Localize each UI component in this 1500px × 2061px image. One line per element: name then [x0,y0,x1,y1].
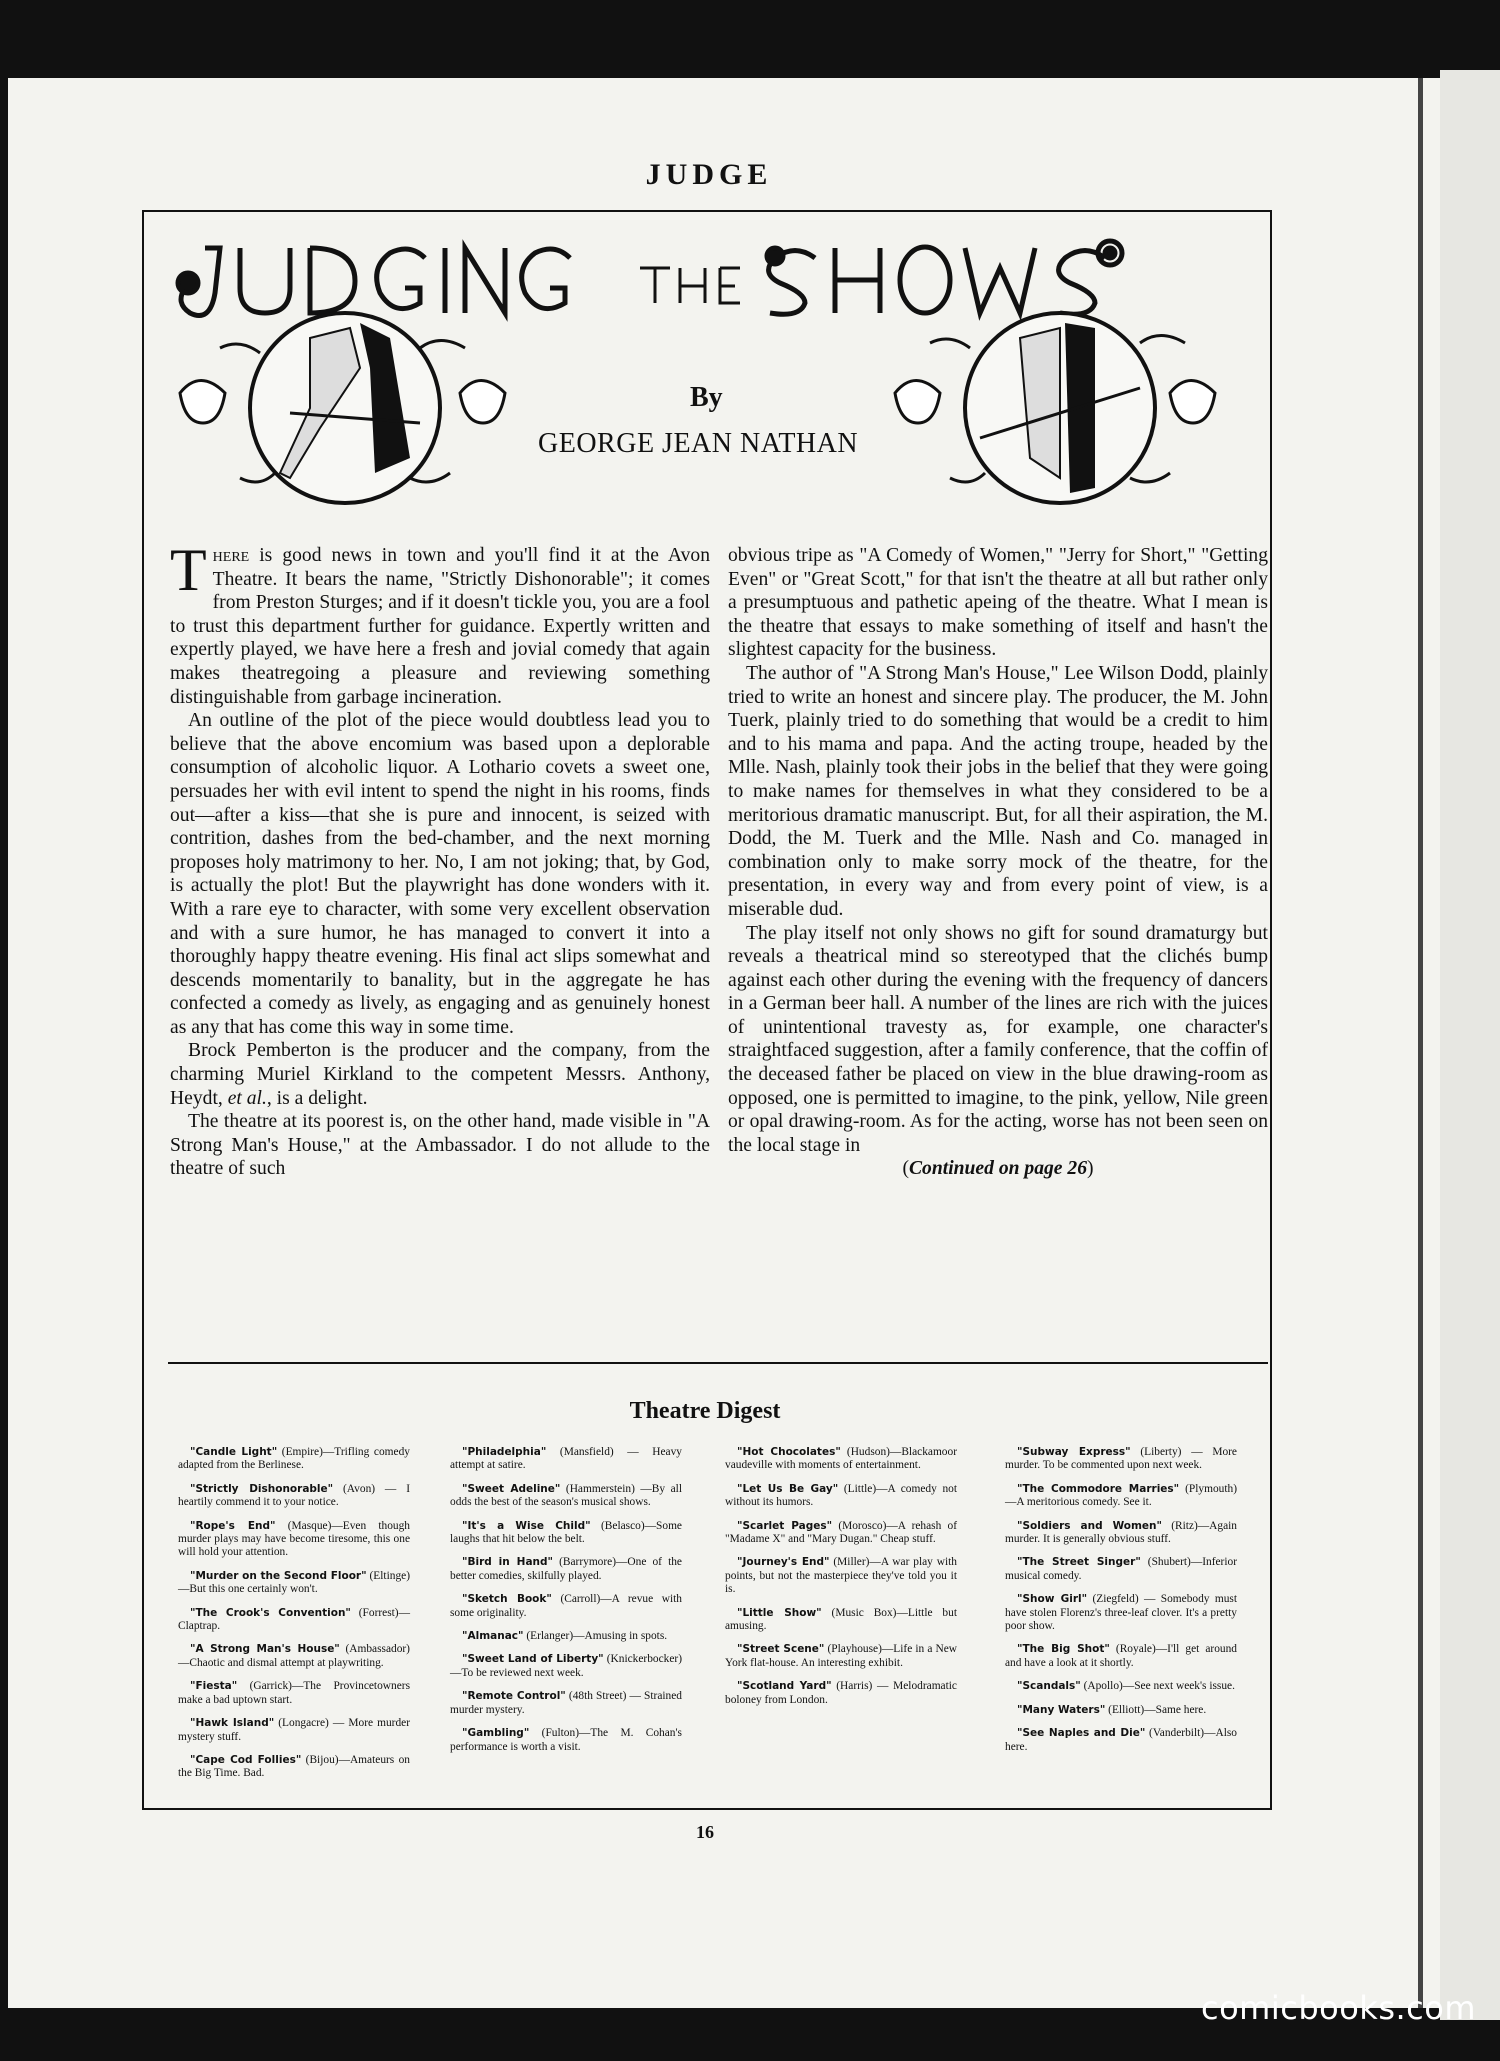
digest-entry [178,1607,410,1634]
show-title: "Little Show" [737,1606,822,1619]
show-title: "Let Us Be Gay" [737,1482,839,1495]
show-review: (Forrest)—Claptrap. [178,1606,410,1633]
digest-entry [725,1446,957,1473]
show-review: (Liberty) — More murder. To be commented upon next week. [1005,1446,1237,1472]
show-title: "Strictly Dishonorable" [190,1482,334,1495]
page-binding-edge [1418,78,1423,2008]
show-title: "Fiesta" [190,1680,238,1693]
byline-by: By [690,382,723,413]
show-review: (Eltinge)—But this one certainly won't. [178,1569,410,1596]
continued-note: (Continued on page 26) [902,1158,1094,1180]
digest-entry [450,1690,682,1717]
article-column-1 [170,537,710,1181]
digest-entry [450,1630,682,1643]
show-review: (Shubert)—Inferior musical comedy. [1005,1556,1237,1582]
drop-cap: T [170,537,207,603]
comedy-mask-right [895,381,940,424]
show-title: "Rope's End" [190,1519,276,1532]
show-title: "Hawk Island" [190,1717,275,1730]
digest-entry [1005,1483,1237,1510]
show-review: (Vanderbilt)—Also here. [1005,1727,1237,1753]
show-title: "Philadelphia" [462,1446,547,1458]
show-title: "Candle Light" [190,1446,278,1458]
digest-entry [178,1754,410,1781]
digest-entry [725,1607,957,1634]
digest-entry [725,1483,957,1510]
show-review: (Playhouse)—Life in a New York flat-house. An interesting exhibit. [725,1643,958,1669]
paragraph: The author of "A Strong Man's House," Lee Wilson Dodd, plainly tried to write an honest and sincere play. The producer, the M. John Tuerk, plainly tried to do something that would be a credit to him and to his mama and papa. And the acting troupe, headed by the Mlle. Nash, plainly took their jobs in the belief that they were going to make names for themselves in what they considered to be a meritorious dramatic manuscript. But, for all their aspiration, the M. Dodd, the M. Tuerk and the Mlle. Nash and Co. managed in combination only to make sorry mock of the theatre, for the presentation, in every way and from every point of view, is a miserable dud. [728,662,1268,920]
digest-entry [178,1446,410,1473]
digest-entry [178,1680,410,1707]
show-title: "Subway Express" [1017,1446,1131,1458]
show-title: "Many Waters" [1017,1703,1106,1716]
digest-entry [178,1483,410,1510]
digest-entry [450,1556,682,1583]
digest-entry [450,1593,682,1620]
show-review: (Carroll)—A revue with some originality. [450,1593,682,1619]
digest-entry [1005,1556,1237,1583]
show-title: "Scandals" [1017,1680,1081,1693]
digest-column [1005,1446,1237,1764]
show-review: (Royale)—I'll get around and have a look at it shortly. [1005,1643,1237,1669]
digest-entry [1005,1593,1237,1633]
paragraph: There is good news in town and you'll find it at the Avon Theatre. It bears the name, "Strictly Dishonorable"; it comes from Preston Sturges; and if it doesn't tickle you, you are a fool to trust this department further for guidance. Expertly written and expertly played, we have here a fresh and jovial comedy that again makes theatregoing a pleasure and reviewing something distinguishable from garbage incineration. [170,537,710,708]
show-title: "Scotland Yard" [737,1680,832,1693]
page-number: 16 [696,1822,714,1842]
paragraph: The theatre at its poorest is, on the other hand, made visible in "A Strong Man's House," at the Ambassador. I do not allude to the theatre of such [170,1111,710,1180]
digest-column [178,1446,410,1791]
show-review: (Ziegfeld) — Somebody must have stolen Florenz's three-leaf clover. It's a pretty poor show. [1005,1593,1237,1633]
paragraph: An outline of the plot of the piece would doubtless lead you to believe that the above encomium was based upon a deplorable consumption of alcoholic liquor. A Lothario covets a sweet one, persuades her with evil intent to spend the night in his rooms, finds out—after a kiss—that she is pure and innocent, is seized with contrition, dashes from the bed-chamber, and the next morning proposes holy matrimony to her. No, I am not joking; that, by God, is actually the plot! But the playwright has done wonders with it. With a rare eye to character, with some very excellent observation and with a sure humor, he has managed to convert it into a thoroughly happy theatre evening. His final act slips somewhat and descends momentarily to banality, but in the aggregate he has confected a comedy as lively, as engaging and as genuinely honest as any that has come this way in some time. [170,710,710,1038]
show-review: (Ritz)—Again murder. It is generally obvious stuff. [1005,1519,1237,1546]
show-title: "Hot Chocolates" [737,1446,841,1458]
show-title: "The Crook's Convention" [190,1606,351,1619]
digest-entry [725,1643,957,1670]
show-review: (Miller)—A war play with points, but not the masterpiece they've told you it is. [725,1556,957,1596]
digest-entry [450,1727,682,1754]
show-review: (Fulton)—The M. Cohan's performance is worth a visit. [450,1727,682,1753]
digest-entry [725,1556,957,1596]
digest-entry [1005,1520,1237,1547]
show-title: "Sweet Land of Liberty" [462,1653,604,1666]
show-review: (Ambassador)—Chaotic and dismal attempt at playwriting. [178,1643,410,1669]
show-title: "Bird in Hand" [462,1556,553,1569]
show-review: (Bijou)—Amateurs on the Big Time. Bad. [178,1753,410,1780]
comedy-mask [180,381,225,424]
show-title: "Scarlet Pages" [737,1519,833,1532]
left-vignette [180,313,505,503]
digest-entry [450,1520,682,1547]
show-title: "Remote Control" [462,1690,566,1703]
show-review: (Little)—A comedy not without its humors. [725,1482,957,1509]
digest-entry [450,1446,682,1473]
show-review: (Masque)—Even though murder plays may have become tiresome, this one will hold your attention. [178,1519,410,1559]
show-title: "Murder on the Second Floor" [190,1569,367,1582]
digest-column [450,1446,682,1764]
show-review: (Plymouth)—A meritorious comedy. See it. [1005,1482,1237,1509]
digest-entry [725,1680,957,1707]
show-review: (Barrymore)—One of the better comedies, skilfully played. [450,1556,682,1582]
digest-entry [1005,1727,1237,1754]
show-title: "Journey's End" [737,1556,830,1569]
show-title: "Soldiers and Women" [1017,1519,1163,1532]
digest-column [725,1446,957,1717]
digest-entry [1005,1680,1237,1693]
show-title: "Cape Cod Follies" [190,1753,302,1766]
show-review: (Apollo)—See next week's issue. [1080,1680,1235,1693]
show-review: (Music Box)—Little but amusing. [725,1606,957,1633]
show-title: "Show Girl" [1017,1593,1088,1606]
digest-entry [1005,1643,1237,1670]
tragedy-mask [460,381,505,424]
show-review: (Hammerstein) —By all odds the best of the season's musical shows. [450,1482,682,1509]
digest-entry [1005,1704,1237,1717]
show-title: "Almanac" [462,1630,524,1643]
show-title: "The Commodore Marries" [1017,1482,1180,1495]
digest-entry [178,1717,410,1744]
digest-entry [725,1520,957,1547]
section-divider [168,1362,1268,1364]
facing-page-edge [1440,70,1500,2020]
digest-entry [178,1570,410,1597]
digest-title: Theatre Digest [629,1398,781,1424]
digest-entry [450,1653,682,1680]
digest-entry [178,1520,410,1560]
show-review: (Harris) — Melodramatic boloney from London. [725,1680,957,1706]
digest-entry [178,1643,410,1670]
show-review: (Mansfield) — Heavy attempt at satire. [450,1446,682,1472]
article-column-2 [728,544,1268,1181]
show-title: "Gambling" [462,1727,530,1740]
show-title: "It's a Wise Child" [462,1519,591,1532]
show-review: (Empire)—Trifling comedy adapted from the Berlinese. [178,1446,410,1472]
show-review: (Hudson)—Blackamoor vaudeville with moments of entertainment. [725,1446,957,1472]
title-lettering [178,241,1122,316]
show-review: (Belasco)—Some laughs that hit below the belt. [450,1519,682,1546]
show-review: (Garrick)—The Provincetowners make a bad uptown start. [178,1680,410,1706]
digest-entry [450,1483,682,1510]
show-review: (Avon) — I heartily commend it to your notice. [178,1482,410,1509]
show-review: (Erlanger)—Amusing in spots. [523,1630,668,1643]
show-review: (Elliott)—Same here. [1105,1703,1207,1716]
paragraph: obvious tripe as "A Comedy of Women," "Jerry for Short," "Getting Even" or "Great Scott," for that isn't the theatre at all but rather only a presumptuous and pathetic apeing of the theatre. What I mean is the theatre that essays to make something of itself and hasn't the slightest capacity for the business. [728,545,1268,661]
show-title: "A Strong Man's House" [190,1643,340,1656]
show-title: "See Naples and Die" [1017,1727,1146,1740]
paragraph: Brock Pemberton is the producer and the company, from the charming Muriel Kirkland to the competent Messrs. Anthony, Heydt, et al., is a delight. [170,1040,710,1109]
masthead: JUDGE [645,158,773,191]
byline-author: GEORGE JEAN NATHAN [538,428,859,459]
tragedy-mask-right [1170,381,1215,424]
show-review: (48th Street) — Strained murder mystery. [450,1690,682,1716]
show-title: "Sweet Adeline" [462,1482,561,1495]
right-vignette [895,313,1215,503]
show-title: "The Street Singer" [1017,1556,1141,1569]
show-title: "Sketch Book" [462,1593,552,1606]
show-review: (Morosco)—A rehash of "Madame X" and "Mary Dugan." Cheap stuff. [725,1519,957,1546]
header-illustration [160,228,1270,528]
show-title: "Street Scene" [737,1643,825,1656]
digest-entry [1005,1446,1237,1473]
paragraph: The play itself not only shows no gift for sound dramaturgy but reveals a theatrical mind so stereotyped that the clichés bump against each other during the evening with the frequency of dancers in a German beer hall. A number of the lines are rich with the juices of unintentional travesty as, for example, one character's straightfaced suggestion, after a family conference, that the coffin of the deceased father be placed on view in the blue drawing-room as opposed, one is permitted to imagine, to the pink, yellow, Nile green or opal drawing-room. As for the acting, worse has not been seen on the local stage in [728,922,1268,1156]
watermark: comicbooks.com [1200,1989,1476,2027]
show-review: (Knickerbocker)—To be reviewed next week. [450,1653,682,1679]
show-title: "The Big Shot" [1017,1643,1110,1656]
show-review: (Longacre) — More murder mystery stuff. [178,1717,410,1743]
